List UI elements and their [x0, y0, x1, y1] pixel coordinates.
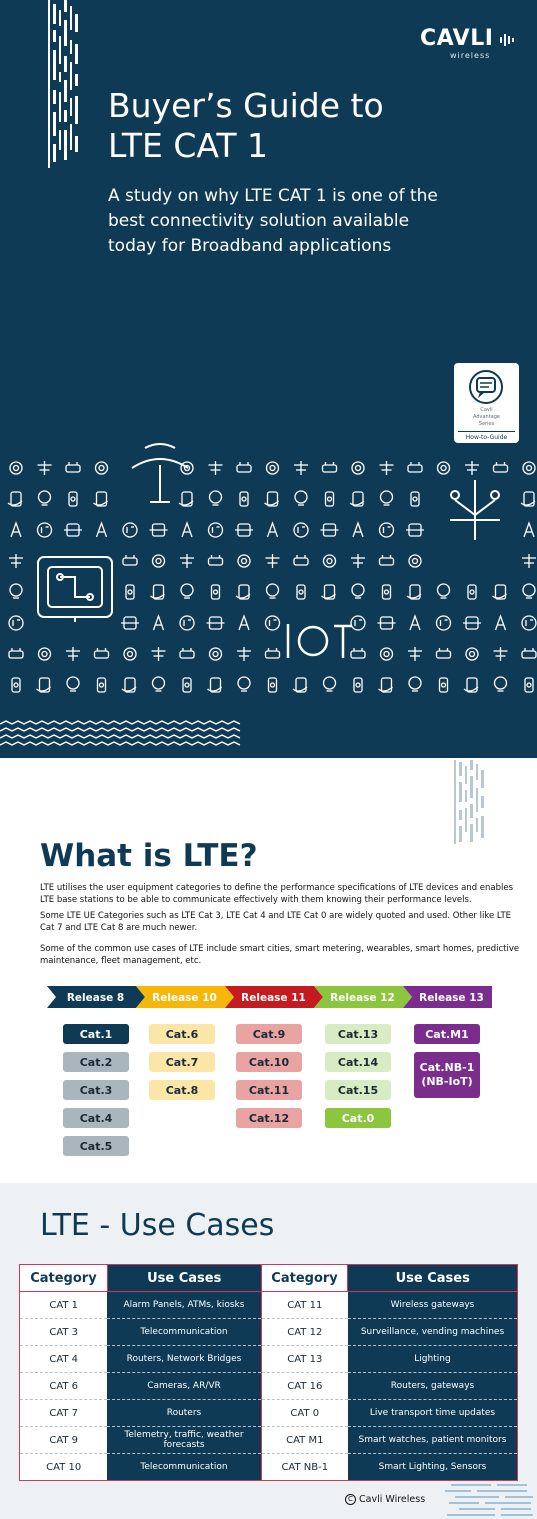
chat-bubble-icon — [466, 367, 506, 407]
iot-pattern-icon — [237, 647, 251, 661]
iot-pattern-icon — [266, 648, 280, 658]
wave-decoration — [0, 721, 240, 745]
logo-signal-icon — [500, 32, 516, 48]
release-label-1: Release 8 — [66, 992, 125, 1004]
use-cases-title: LTE - Use Cases — [40, 1208, 275, 1243]
table-cell-use-case: Smart Lighting, Sensors — [348, 1454, 518, 1481]
iot-pattern-icon — [266, 554, 280, 568]
iot-pattern-icon — [380, 523, 394, 537]
iot-pattern-icon — [97, 523, 107, 537]
iot-pattern-icon — [408, 462, 422, 472]
iot-pattern-icon — [94, 492, 108, 506]
table-row — [20, 1319, 518, 1346]
release-label-5: Release 13 — [419, 992, 484, 1004]
iot-pattern-icon — [380, 555, 394, 565]
iot-pattern-icon — [96, 462, 108, 474]
hero-title — [108, 86, 508, 166]
iot-pattern-icon — [9, 648, 23, 658]
iot-pattern-icon — [293, 678, 307, 692]
iot-pattern-icon — [410, 616, 420, 630]
iot-pattern-icon — [353, 523, 363, 537]
iot-pattern-icon — [38, 523, 52, 537]
iot-pattern-icon — [180, 616, 194, 630]
iot-pattern-icon — [354, 678, 362, 692]
iot-pattern-icon — [39, 491, 51, 505]
iot-pattern-icon — [266, 616, 280, 630]
header-use-cases-left: Use Cases — [107, 1265, 261, 1292]
barcode-decoration — [46, 0, 80, 168]
table-cell-use-case: Smart watches, patient monitors — [348, 1427, 518, 1454]
iot-pattern-icon — [64, 524, 82, 536]
table-cell-use-case: Telecommunication — [107, 1319, 261, 1346]
lte-paragraph-3: Some of the common use cases of LTE include smart cities, smart metering, wearables, smart homes, predictive maintenance, fleet management, etc. — [40, 944, 520, 966]
table-cell-use-case: Routers, gateways — [348, 1373, 518, 1400]
iot-pattern-icon — [268, 523, 278, 537]
header-use-cases-right: Use Cases — [348, 1265, 518, 1292]
footer-logo-text: Cavli Wireless — [359, 1494, 426, 1505]
table-row — [20, 1373, 518, 1400]
badge-series-text — [454, 407, 519, 428]
network-tree-icon — [450, 480, 500, 540]
release-label-3: Release 11 — [241, 992, 306, 1004]
iot-pattern-icon — [9, 554, 23, 568]
iot-pattern-icon — [210, 491, 222, 505]
iot-pattern-icon — [468, 585, 476, 599]
badge-series-line3: Series — [478, 421, 495, 427]
table-cell-category: CAT M1 — [261, 1427, 348, 1454]
table-cell-use-case: Telecommunication — [107, 1454, 261, 1481]
iot-pattern-icon — [69, 492, 77, 506]
iot-pattern-icon — [379, 678, 393, 692]
iot-pattern-icon — [294, 461, 308, 475]
iot-pattern-icon — [294, 523, 308, 537]
iot-pattern-icon — [522, 554, 536, 568]
iot-pattern-icon — [323, 462, 337, 472]
iot-pattern-icon — [522, 616, 536, 630]
iot-pattern-icon — [321, 524, 339, 536]
table-cell-category: CAT 0 — [261, 1400, 348, 1427]
use-cases-table-body — [20, 1292, 518, 1481]
iot-pattern-icon — [212, 585, 220, 599]
release-arrow-row — [47, 986, 492, 1008]
category-pill-release13-2 — [414, 1052, 480, 1098]
iot-pattern-icon — [326, 492, 334, 506]
iot-pattern-icon — [407, 585, 421, 599]
iot-pattern-icon — [38, 461, 52, 475]
iot-pattern-icon — [496, 616, 506, 630]
category-pill-release11-3: Cat.11 — [236, 1080, 302, 1100]
iot-pattern-icon — [381, 491, 393, 505]
circuit-board-icon — [38, 557, 112, 622]
copyright-icon: C — [345, 1494, 356, 1505]
iot-pattern-icon — [239, 616, 249, 630]
iot-pattern-icon — [295, 491, 307, 505]
header-category-left: Category — [20, 1265, 108, 1292]
table-cell-category: CAT 13 — [261, 1346, 348, 1373]
category-pill-line2: (NB-IoT) — [421, 1075, 473, 1088]
category-pill-release8-5: Cat.5 — [63, 1136, 129, 1156]
table-cell-use-case: Live transport time updates — [348, 1400, 518, 1427]
lte-paragraph-1: LTE utilises the user equipment categories to define the performance specifications of LTE devices and enables LTE base stations to be able to communicate effectively with them knowing their performance levels. — [40, 883, 514, 905]
lte-paragraph-2: Some LTE UE Categories such as LTE Cat 3, LTE Cat 4 and LTE Cat 0 are widely quoted and used. Other like LTE Cat 7 and LTE Cat 8 are much newer. — [40, 911, 512, 933]
iot-pattern-icon — [66, 462, 80, 472]
iot-pattern-icon — [522, 648, 536, 658]
table-cell-category: CAT 12 — [261, 1319, 348, 1346]
release-label-4: Release 12 — [330, 992, 395, 1004]
category-pill-release10-3: Cat.8 — [149, 1080, 215, 1100]
barcode-decoration-small — [453, 760, 489, 844]
table-cell-category: CAT 16 — [261, 1373, 348, 1400]
iot-pattern-icon — [438, 462, 450, 474]
iot-pattern-icon — [378, 617, 396, 629]
table-cell-category: CAT 6 — [20, 1373, 108, 1400]
table-cell-use-case: Telemetry, traffic, weather forecasts — [107, 1427, 261, 1454]
category-pill-release8-4: Cat.4 — [63, 1108, 129, 1128]
iot-pattern-icon — [383, 585, 391, 599]
footer-line-decoration — [445, 1482, 537, 1519]
logo-wordmark: CAVLI — [420, 26, 494, 51]
category-pill-release11-4: Cat.12 — [236, 1108, 302, 1128]
iot-pattern-icon — [438, 584, 450, 598]
category-pill-release8-1: Cat.1 — [63, 1024, 129, 1044]
iot-pattern-icon — [351, 616, 365, 630]
iot-pattern-icon — [126, 585, 134, 599]
iot-pattern-icon — [521, 492, 535, 506]
iot-pattern-icon — [12, 678, 20, 692]
table-row — [20, 1427, 518, 1454]
logo-subtext: wireless — [450, 51, 491, 60]
release-label-2: Release 10 — [152, 992, 217, 1004]
table-cell-category: CAT 3 — [20, 1319, 108, 1346]
iot-pattern-icon — [152, 647, 166, 661]
iot-pattern-icon — [209, 555, 223, 565]
iot-pattern-icon — [183, 678, 191, 692]
iot-pattern-icon — [408, 647, 422, 661]
iot-pattern-icon — [11, 523, 21, 537]
iot-pattern-icon — [180, 648, 194, 658]
table-cell-category: CAT 7 — [20, 1400, 108, 1427]
iot-pattern-icon — [322, 585, 336, 599]
iot-pattern-icon — [124, 648, 136, 660]
category-pill-release12-1: Cat.13 — [325, 1024, 391, 1044]
iot-pattern-icon — [182, 523, 192, 537]
table-cell-category: CAT 1 — [20, 1292, 108, 1319]
iot-pattern-icon — [150, 524, 168, 536]
hero-subtitle-line2: best connectivity solution available — [108, 211, 410, 231]
table-cell-category: CAT NB-1 — [261, 1454, 348, 1481]
iot-pattern-icon — [37, 678, 51, 692]
iot-pattern-icon — [235, 524, 253, 536]
iot-pattern-icon — [524, 523, 534, 537]
iot-pattern-icon — [153, 677, 165, 691]
badge-series-line1: Cavli — [480, 407, 493, 413]
iot-pattern-icon — [351, 648, 365, 658]
iot-pattern-icon — [122, 678, 136, 692]
iot-pattern-icon — [209, 461, 223, 475]
iot-pattern-icon — [437, 616, 451, 630]
iot-pattern-icon — [267, 462, 279, 474]
category-pill-release10-1: Cat.6 — [149, 1024, 215, 1044]
category-pill-release12-3: Cat.15 — [325, 1080, 391, 1100]
table-cell-category: CAT 11 — [261, 1292, 348, 1319]
iot-pattern-icon — [440, 678, 448, 692]
iot-pattern-icon — [67, 677, 79, 691]
hero-subtitle-line1: A study on why LTE CAT 1 is one of the — [108, 186, 438, 206]
table-cell-category: CAT 9 — [20, 1427, 108, 1454]
category-pill-release13-1: Cat.M1 — [414, 1024, 480, 1044]
table-cell-category: CAT 4 — [20, 1346, 108, 1373]
iot-pattern-icon — [523, 462, 535, 474]
iot-pattern-icon — [66, 647, 80, 661]
iot-pattern-icon — [352, 584, 364, 598]
iot-pattern-icon — [180, 554, 194, 568]
iot-pattern-icon — [240, 492, 248, 506]
iot-pattern-icon — [181, 584, 193, 598]
iot-pattern-icon — [494, 647, 508, 661]
badge-footer: How-to-Guide — [458, 431, 515, 441]
header-category-right: Category — [261, 1265, 348, 1292]
iot-pattern-icon — [123, 555, 137, 565]
table-cell-use-case: Routers — [107, 1400, 261, 1427]
iot-pattern-icon — [151, 585, 165, 599]
table-row — [20, 1292, 518, 1319]
iot-pattern-icon — [525, 678, 533, 692]
iot-pattern-icon — [98, 678, 106, 692]
category-pill-release11-2: Cat.10 — [236, 1052, 302, 1072]
what-is-lte-title: What is LTE? — [40, 838, 258, 874]
use-cases-table — [19, 1264, 518, 1481]
iot-pattern-icon — [95, 648, 109, 658]
iot-pattern-icon — [406, 524, 424, 536]
iot-pattern-icon — [209, 523, 223, 537]
iot-pattern-icon — [495, 677, 507, 691]
table-cell-use-case: Lighting — [348, 1346, 518, 1373]
table-header-row — [20, 1265, 518, 1292]
iot-pattern-icon — [494, 462, 508, 472]
iot-pattern-icon — [523, 584, 535, 598]
footer-logo — [345, 1494, 425, 1505]
table-cell-use-case: Wireless gateways — [348, 1292, 518, 1319]
iot-pattern-icon — [207, 617, 225, 629]
iot-pattern-icon — [466, 648, 478, 660]
iot-pattern-icon — [10, 462, 22, 474]
iot-pattern-icon — [380, 461, 394, 475]
iot-pattern-icon — [210, 648, 222, 660]
iot-pattern-icon — [238, 677, 250, 691]
iot-pattern-icon — [9, 616, 23, 630]
table-cell-use-case: Cameras, AR/VR — [107, 1373, 261, 1400]
hero-subtitle-line3: today for Broadband applications — [108, 236, 392, 256]
iot-pattern-icon — [267, 584, 279, 598]
table-cell-use-case: Surveillance, vending machines — [348, 1319, 518, 1346]
cavli-logo — [420, 26, 512, 64]
iot-pattern-icon — [121, 617, 139, 629]
hero-title-line1: Buyer’s Guide to — [108, 86, 384, 125]
iot-text-icon — [288, 624, 352, 658]
table-row — [20, 1346, 518, 1373]
iot-pattern-icon — [409, 555, 421, 567]
table-cell-category: CAT 10 — [20, 1454, 108, 1481]
category-pill-release11-1: Cat.9 — [236, 1024, 302, 1044]
hero-title-line2: LTE CAT 1 — [108, 126, 269, 165]
iot-pattern-icon — [297, 585, 305, 599]
hero-section — [0, 0, 537, 758]
iot-pattern-icon — [238, 555, 250, 567]
iot-pattern-icon — [409, 677, 421, 691]
iot-pattern-icon — [236, 585, 250, 599]
iot-pattern-icon — [437, 648, 451, 658]
category-pill-line1: Cat.NB-1 — [419, 1061, 475, 1074]
iot-pattern-icon — [294, 555, 308, 565]
iot-pattern-icon — [493, 585, 507, 599]
iot-pattern-icon — [265, 492, 279, 506]
iot-pattern-icon — [350, 492, 364, 506]
iot-pattern-icon — [463, 617, 481, 629]
street-lamp-icon — [132, 444, 188, 502]
iot-pattern-icon — [269, 678, 277, 692]
iot-pattern-icon — [237, 462, 251, 472]
table-cell-use-case: Alarm Panels, ATMs, kiosks — [107, 1292, 261, 1319]
iot-pattern-icon — [352, 462, 364, 474]
table-cell-use-case: Routers, Network Bridges — [107, 1346, 261, 1373]
iot-pattern-icon — [411, 492, 419, 506]
iot-icon-pattern — [0, 440, 537, 758]
iot-pattern-icon — [39, 648, 51, 660]
table-row — [20, 1400, 518, 1427]
iot-pattern-icon — [464, 678, 478, 692]
advantage-series-badge — [454, 363, 519, 443]
hero-subtitle — [108, 184, 518, 259]
iot-pattern-icon — [8, 492, 22, 506]
category-pill-release8-2: Cat.2 — [63, 1052, 129, 1072]
iot-pattern-icon — [179, 492, 193, 506]
iot-pattern-icon — [465, 461, 479, 475]
category-pill-release10-2: Cat.7 — [149, 1052, 215, 1072]
iot-pattern-icon — [324, 677, 336, 691]
iot-pattern-icon — [154, 616, 164, 630]
iot-pattern-icon — [381, 648, 393, 660]
category-pill-release12-4: Cat.0 — [325, 1108, 391, 1128]
category-pill-release12-2: Cat.14 — [325, 1052, 391, 1072]
iot-pattern-icon — [324, 555, 336, 567]
badge-series-line2: Advantage — [473, 414, 500, 420]
category-pill-release8-3: Cat.3 — [63, 1080, 129, 1100]
iot-pattern-icon — [123, 523, 137, 537]
iot-pattern-icon — [351, 554, 365, 568]
iot-pattern-icon — [10, 584, 22, 598]
iot-pattern-icon — [153, 555, 165, 567]
table-row — [20, 1454, 518, 1481]
iot-pattern-icon — [208, 678, 222, 692]
